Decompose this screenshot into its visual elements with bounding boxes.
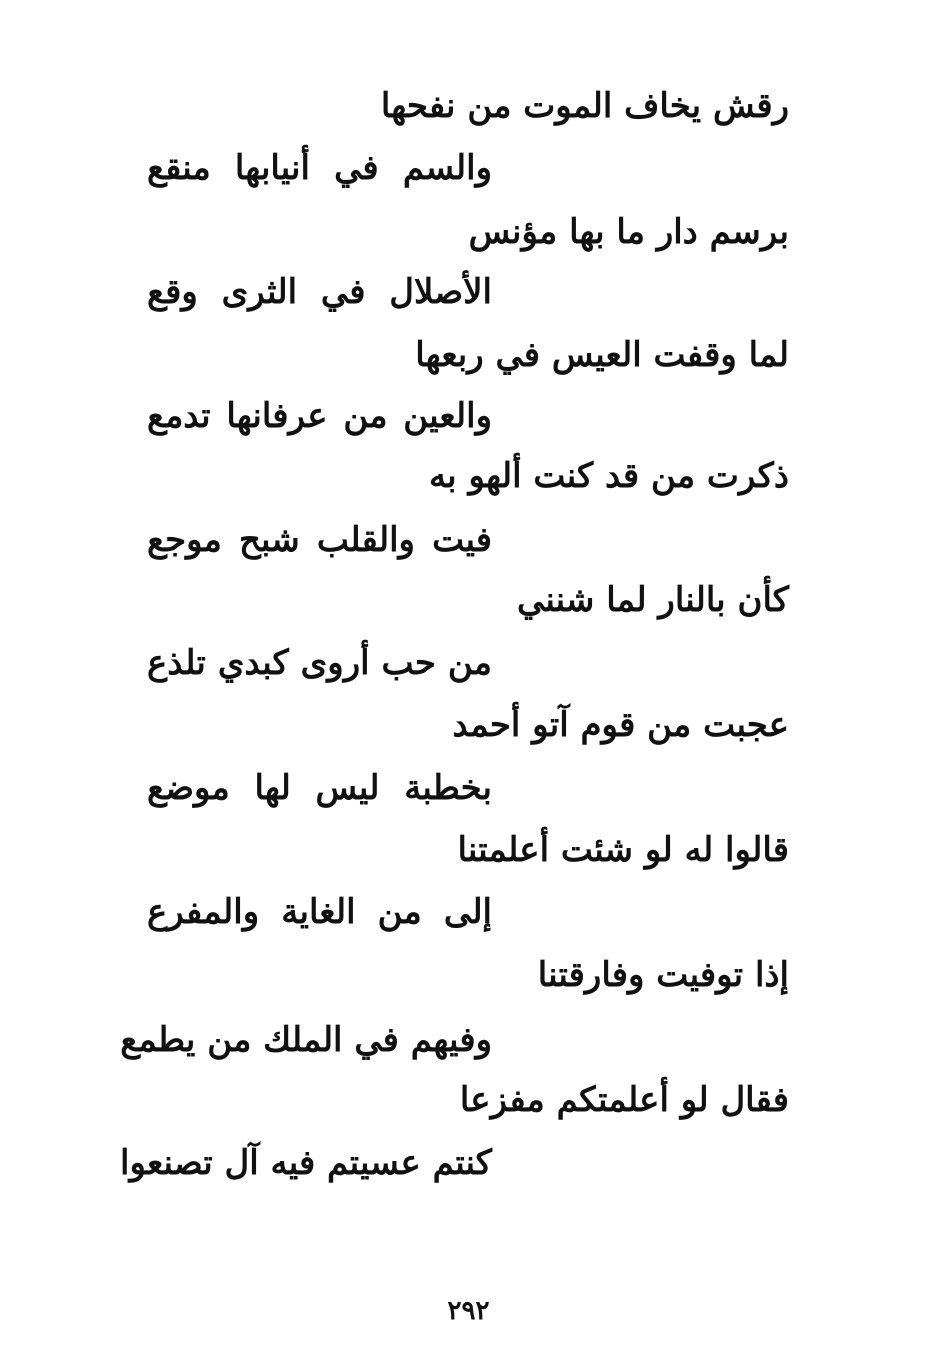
poem-line: برسم دار ما بها مؤنس [468, 212, 789, 252]
poem-line: بخطبة ليس لها موضع [147, 768, 492, 808]
poem-line: إلى من الغاية والمفرع [147, 892, 492, 932]
poem-line: وفيهم في الملك من يطمع [120, 1020, 492, 1060]
poem-line: فيت والقلب شبح موجع [147, 520, 492, 560]
poem-line: كأن بالنار لما شنني [517, 580, 789, 620]
poem-line: والعين من عرفانها تدمع [147, 396, 492, 436]
poem-line: فقال لو أعلمتكم مفزعا [459, 1080, 789, 1120]
poem-line: ذكرت من قد كنت ألهو به [428, 456, 789, 496]
poem-line: رقش يخاف الموت من نفحها [380, 86, 789, 126]
poem-line: من حب أروى كبدي تلذع [147, 643, 492, 683]
poem-line: عجبت من قوم آتو أحمد [452, 705, 789, 745]
poem-line: والسم في أنيابها منقع [147, 148, 492, 188]
poem-line: إذا توفيت وفارقتنا [537, 955, 789, 995]
poem-line: لما وقفت العيس في ربعها [415, 335, 789, 375]
page-number: ٢٩٢ [447, 1296, 490, 1326]
poem-line: الأصلال في الثرى وقع [147, 272, 492, 312]
poem-line: قالوا له لو شئت أعلمتنا [457, 830, 789, 870]
poem-line: كنتم عسيتم فيه آل تصنعوا [120, 1143, 492, 1183]
